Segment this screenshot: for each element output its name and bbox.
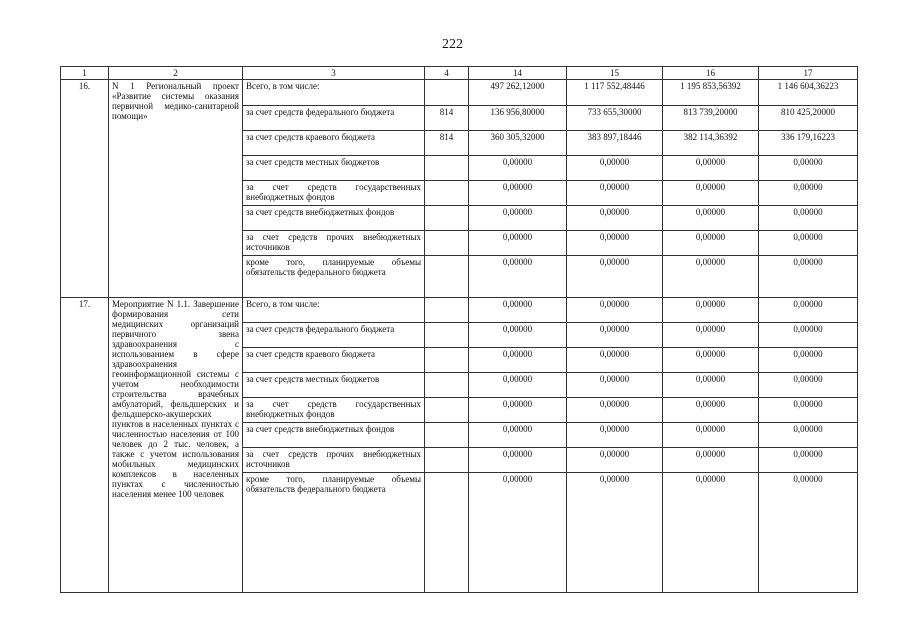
header-cell: 14 — [469, 67, 567, 80]
budget-code — [425, 156, 469, 181]
amount-cell: 0,00000 — [567, 256, 663, 298]
amount-cell: 0,00000 — [759, 323, 858, 348]
funding-source: за счет средств краевого бюджета — [243, 348, 425, 373]
amount-cell: 0,00000 — [567, 298, 663, 323]
amount-cell: 733 655,30000 — [567, 106, 663, 131]
amount-cell: 383 897,18446 — [567, 131, 663, 156]
funding-source: за счет средств внебюджетных фондов — [243, 206, 425, 231]
header-cell: 16 — [663, 67, 759, 80]
budget-code — [425, 473, 469, 593]
funding-source: за счет средств федерального бюджета — [243, 323, 425, 348]
amount-cell: 0,00000 — [663, 298, 759, 323]
amount-cell: 0,00000 — [663, 156, 759, 181]
amount-cell: 0,00000 — [663, 348, 759, 373]
amount-cell: 0,00000 — [567, 448, 663, 473]
amount-cell: 813 739,20000 — [663, 106, 759, 131]
amount-cell: 0,00000 — [469, 206, 567, 231]
amount-cell: 0,00000 — [469, 348, 567, 373]
amount-cell: 0,00000 — [567, 398, 663, 423]
amount-cell: 810 425,20000 — [759, 106, 858, 131]
funding-source: за счет средств местных бюджетов — [243, 373, 425, 398]
page-number: 222 — [442, 37, 463, 52]
amount-cell: 0,00000 — [469, 298, 567, 323]
amount-cell: 0,00000 — [759, 156, 858, 181]
budget-code: 814 — [425, 106, 469, 131]
amount-cell: 0,00000 — [469, 398, 567, 423]
amount-cell: 0,00000 — [567, 373, 663, 398]
funding-source: кроме того, планируемые объемы обязательств федерального бюджета — [243, 473, 425, 593]
amount-cell: 0,00000 — [663, 206, 759, 231]
amount-cell: 0,00000 — [759, 206, 858, 231]
amount-cell: 497 262,12000 — [469, 80, 567, 106]
budget-code — [425, 181, 469, 206]
funding-source: за счет средств краевого бюджета — [243, 131, 425, 156]
header-cell: 4 — [425, 67, 469, 80]
amount-cell: 1 146 604,36223 — [759, 80, 858, 106]
amount-cell: 1 117 552,48446 — [567, 80, 663, 106]
amount-cell: 0,00000 — [663, 373, 759, 398]
budget-code — [425, 231, 469, 256]
amount-cell: 0,00000 — [759, 398, 858, 423]
amount-cell: 0,00000 — [663, 231, 759, 256]
amount-cell: 0,00000 — [759, 298, 858, 323]
funding-source: за счет средств местных бюджетов — [243, 156, 425, 181]
amount-cell: 0,00000 — [663, 256, 759, 298]
header-cell: 2 — [109, 67, 243, 80]
item-index: 16. — [61, 80, 109, 298]
amount-cell: 0,00000 — [663, 448, 759, 473]
amount-cell: 0,00000 — [759, 473, 858, 593]
item-title: Мероприятие N 1.1. Завершение формирования сети медицинских организаций первичного звена здравоохранения с использованием в сфере здравоохранения геоинформационной системы с учетом необходимости строительства врачебных амбулаторий, фельдшерских и фельдшерско-акушерских пунктов в населенных пунктах с численностью населения от 100 человек до 2 тыс. человек, а также с учетом использования мобильных медицинских комплексов в населенных пунктах с численностью населения менее 100 человек — [109, 298, 243, 593]
table-row — [61, 80, 858, 106]
amount-cell: 0,00000 — [469, 256, 567, 298]
funding-source: за счет средств прочих внебюджетных источников — [243, 231, 425, 256]
header-cell: 17 — [759, 67, 858, 80]
amount-cell: 136 956,80000 — [469, 106, 567, 131]
header-cell: 15 — [567, 67, 663, 80]
amount-cell: 0,00000 — [567, 206, 663, 231]
amount-cell: 0,00000 — [663, 473, 759, 593]
amount-cell: 382 114,36392 — [663, 131, 759, 156]
amount-cell: 0,00000 — [567, 156, 663, 181]
budget-code — [425, 423, 469, 448]
budget-code — [425, 373, 469, 398]
amount-cell: 1 195 853,56392 — [663, 80, 759, 106]
amount-cell: 0,00000 — [567, 231, 663, 256]
amount-cell: 0,00000 — [759, 256, 858, 298]
amount-cell: 0,00000 — [567, 348, 663, 373]
budget-code: 814 — [425, 131, 469, 156]
budget-code — [425, 348, 469, 373]
header-cell: 1 — [61, 67, 109, 80]
amount-cell: 0,00000 — [663, 181, 759, 206]
budget-code — [425, 398, 469, 423]
header-row — [61, 67, 858, 80]
amount-cell: 0,00000 — [567, 181, 663, 206]
budget-code — [425, 298, 469, 323]
amount-cell: 0,00000 — [663, 323, 759, 348]
amount-cell: 0,00000 — [663, 398, 759, 423]
amount-cell: 0,00000 — [469, 448, 567, 473]
amount-cell: 0,00000 — [469, 323, 567, 348]
amount-cell: 0,00000 — [469, 373, 567, 398]
header-cell: 3 — [243, 67, 425, 80]
funding-source: за счет средств федерального бюджета — [243, 106, 425, 131]
amount-cell: 0,00000 — [759, 181, 858, 206]
amount-cell: 0,00000 — [469, 156, 567, 181]
amount-cell: 0,00000 — [759, 423, 858, 448]
amount-cell: 0,00000 — [469, 473, 567, 593]
amount-cell: 0,00000 — [469, 181, 567, 206]
table-row — [61, 298, 858, 323]
funding-source: Всего, в том числе: — [243, 298, 425, 323]
funding-source: за счет средств государственных внебюджетных фондов — [243, 398, 425, 423]
item-index: 17. — [61, 298, 109, 593]
budget-code — [425, 448, 469, 473]
budget-code — [425, 323, 469, 348]
funding-source: кроме того, планируемые объемы обязательств федерального бюджета — [243, 256, 425, 298]
funding-source: Всего, в том числе: — [243, 80, 425, 106]
amount-cell: 0,00000 — [567, 423, 663, 448]
amount-cell: 0,00000 — [759, 448, 858, 473]
budget-table — [60, 66, 858, 593]
amount-cell: 0,00000 — [759, 373, 858, 398]
item-title: N 1 Региональный проект «Развитие системы оказания первичной медико-санитарной помощи» — [109, 80, 243, 298]
budget-code — [425, 206, 469, 231]
funding-source: за счет средств внебюджетных фондов — [243, 423, 425, 448]
amount-cell: 0,00000 — [759, 348, 858, 373]
amount-cell: 0,00000 — [469, 423, 567, 448]
funding-source: за счет средств государственных внебюджетных фондов — [243, 181, 425, 206]
amount-cell: 0,00000 — [469, 231, 567, 256]
funding-source: за счет средств прочих внебюджетных источников — [243, 448, 425, 473]
amount-cell: 360 305,32000 — [469, 131, 567, 156]
amount-cell: 336 179,16223 — [759, 131, 858, 156]
amount-cell: 0,00000 — [567, 473, 663, 593]
budget-code — [425, 80, 469, 106]
budget-code — [425, 256, 469, 298]
amount-cell: 0,00000 — [663, 423, 759, 448]
amount-cell: 0,00000 — [567, 323, 663, 348]
amount-cell: 0,00000 — [759, 231, 858, 256]
